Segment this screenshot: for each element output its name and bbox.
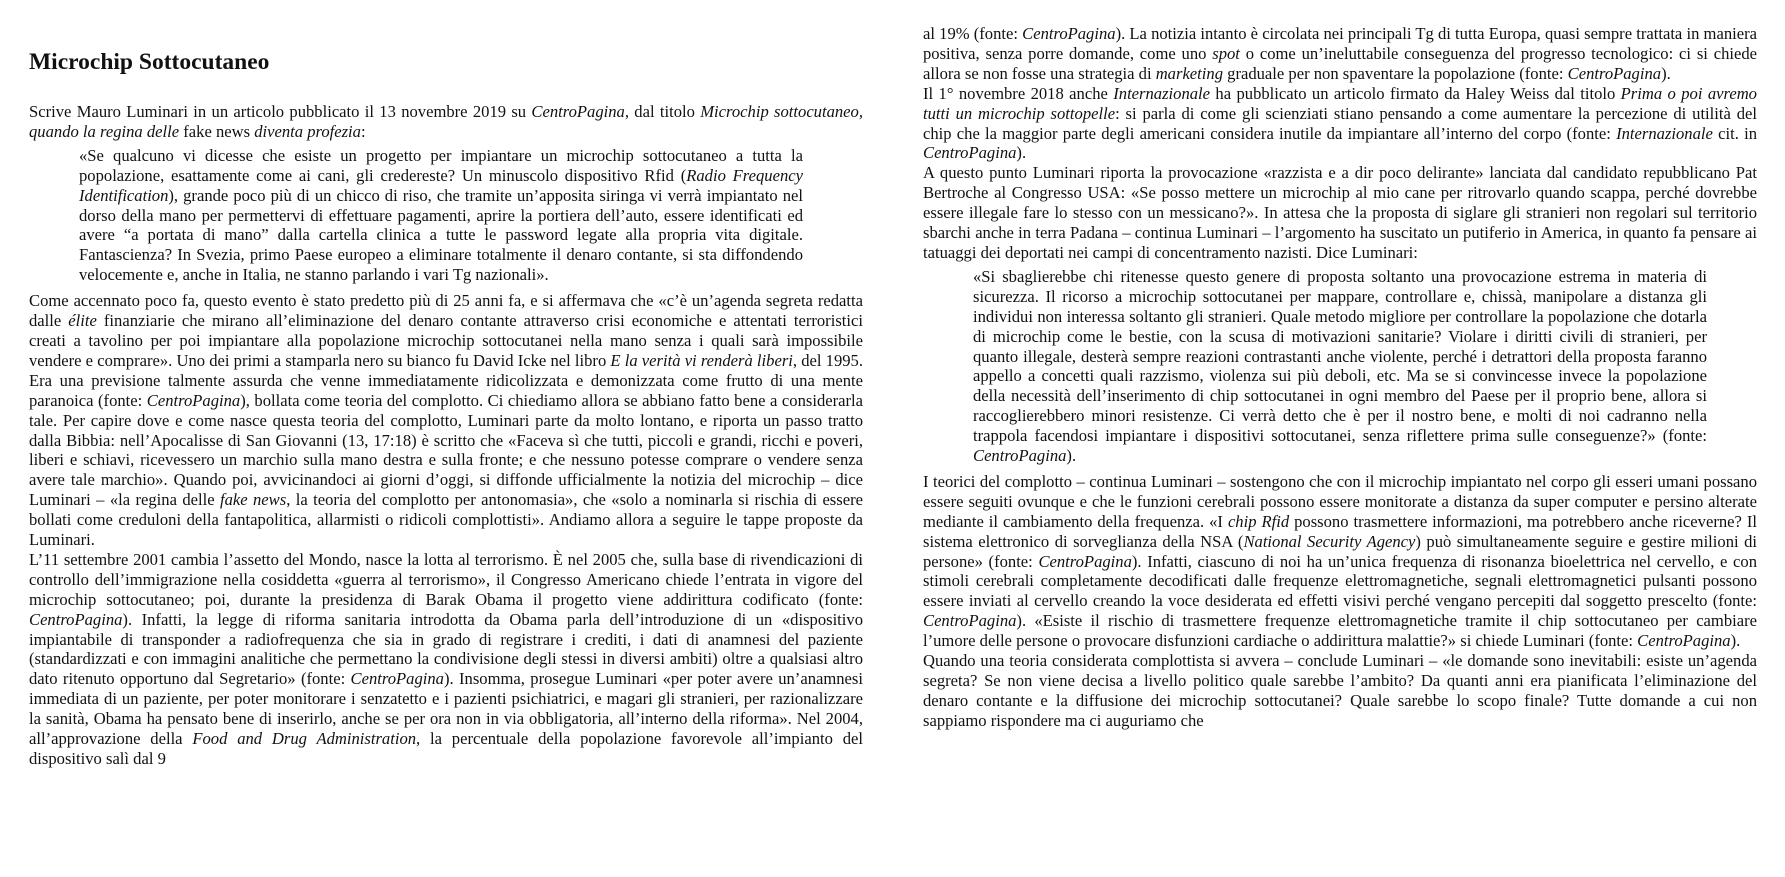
text-run: I teorici del complotto – continua Luminari – sostengono che con il microchip impiantato nel corpo gli esseri umani possano essere seguiti ovunque e che le funzioni cerebrali possono essere monitorate a distanza da super computer e persino alterate mediante il cambiamento della frequenza. «I: [923, 471, 1757, 531]
italic-text: diventa profezia: [254, 121, 361, 141]
text-run: al 19% (fonte:: [923, 24, 1023, 43]
paragraph: [923, 163, 1757, 263]
text-run: :: [360, 121, 366, 141]
italic-text: CentroPagina: [1567, 63, 1662, 83]
italic-text: spot: [1212, 43, 1240, 63]
text-run: ), bollata come teoria del complotto. Ci chiediamo allora se abbiano fatto bene a considerarla tale. Per capire dove e come nasce questa teoria del complotto, Luminari parte da molto lontano, e riporta un passo tratto dalla Bibbia: nell’Apocalisse di San Giovanni (13, 17:18) è scritto che «Faceva sì che tutti, piccoli e grandi, ricchi e poveri, liberi e schiavi, ricevessero un marchio sulla mano destra e sulla fronte; e che nessuno potesse comprare o vendere senza avere tale marchio». Quando poi, avvicinandoci ai giorni d’oggi, si diffonde ufficialmente la notizia del microchip – dice Luminari – «la regina delle: [29, 390, 864, 510]
italic-text: marketing: [1155, 63, 1223, 83]
text-run: ). Infatti, la legge di riforma sanitaria introdotta da Obama parla dell’introduzione di un «dispositivo impiantabile di transponder a radiofrequenza che sia in grado di registrare i crediti, i dati di anamnesi del paziente (standardizzati e con immagini analitiche che permettano la condivisione degli stessi in diversi ambiti) oltre a qualsiasi altro dato ritenuto opportuno dal Segretario» (fonte:: [29, 609, 863, 689]
paragraph: [923, 84, 1757, 164]
paragraph: [29, 291, 863, 550]
italic-text: élite: [68, 311, 97, 331]
text-run: Quando una teoria considerata complottista si avvera – conclude Luminari – «le domande sono inevitabili: esiste un’agenda segreta? Se non viene decisa a livello politico quale sarebbe l’ambito? Da quanti anni era pianificata l’eliminazione del denaro contante e la diffusione dei microchip sottocutanei? Quale sarebbe lo scopo finale? Tutte domande a cui non sappiamo rispondere ma ci auguriamo che: [923, 651, 1757, 730]
text-run: : si parla di come gli scienziati stiano pensando a come aumentare la percezione di utilità del chip che la maggior parte degli americani considera inutile da impiantare all’interno del corpo (fonte:: [923, 103, 1757, 143]
text-run: ).: [1661, 63, 1671, 83]
text-run: fake news: [183, 121, 255, 141]
italic-text: Prima o poi avremo tutti un microchip sottopelle: [923, 83, 1757, 123]
italic-text: CentroPagina: [531, 102, 625, 121]
block-quote: [29, 146, 863, 285]
text-run: , dal titolo: [624, 102, 701, 121]
italic-text: E la verità vi renderà liberi: [610, 350, 793, 370]
italic-text: CentroPagina: [29, 609, 123, 629]
text-run: Scrive Mauro Luminari in un articolo pubblicato il 13 novembre 2019 su: [29, 102, 532, 121]
text-run: cit. in: [1712, 123, 1757, 143]
italic-text: CentroPagina: [973, 446, 1067, 466]
italic-text: CentroPagina: [350, 669, 444, 689]
paragraph: [923, 651, 1757, 731]
text-run: ) può simultaneamente seguire e gestire milioni di persone» (fonte:: [923, 531, 1758, 571]
article-title: Microchip Sottocutaneo: [29, 49, 270, 75]
italic-text: CentroPagina: [923, 143, 1017, 163]
paragraph: [923, 24, 1757, 84]
text-run: ).: [1066, 446, 1077, 466]
italic-text: Microchip sottocutaneo, quando la regina delle: [29, 102, 863, 141]
text-run: , la percentuale della popolazione favorevole all’impianto del dispositivo salì dal 9: [29, 729, 863, 768]
paragraph: [923, 472, 1757, 651]
italic-text: National Security Agency: [1243, 531, 1416, 551]
text-run: ). «Esiste il rischio di trasmettere frequenze elettromagnetiche tramite il chip sottocutaneo per cambiare l’umore delle persone o provocare disfunzioni cardiache o addirittura malattie?» si chiede Luminari (fonte:: [923, 611, 1757, 651]
italic-text: fake news: [219, 490, 287, 510]
text-run: Come accennato poco fa, questo evento è stato predetto più di 25 anni fa, e si affermava che «c’è un’agenda segreta redatta dalle: [29, 291, 863, 331]
left-column: [29, 48, 863, 769]
block-quote: [923, 267, 1757, 466]
italic-text: Food and Drug Administration: [192, 729, 417, 749]
text-run: Il 1° novembre 2018 anche: [923, 83, 1114, 103]
italic-text: CentroPagina: [923, 611, 1017, 631]
text-run: , la teoria del complotto per antonomasia», che «solo a nominarla si rischia di essere bollati come creduloni della fantapolitica, allarmisti o ridicoli complottisti». Andiamo allora a seguire le tappe proposte da Luminari.: [29, 490, 863, 550]
italic-text: Internazionale: [1616, 123, 1713, 143]
text-run: o come un’ineluttabile conseguenza del progresso tecnologico: ci si chiede allora se non fosse una strategia di: [923, 43, 1757, 83]
text-run: ). La notizia intanto è circolata nei principali Tg di tutta Europa, quasi sempre trattata in maniera positiva, senza porre domande, come uno: [923, 24, 1757, 63]
text-run: ). Insomma, prosegue Luminari «per poter avere un’anamnesi immediata di un paziente, per poter monitorare i senzatetto e i pazienti psichiatrici, e magari gli stranieri, per razionalizzare la sanità, Obama ha pensato bene di inserirlo, anche se per ora non in via obbligatoria, all’interno della riforma». Nel 2004, all’approvazione della: [29, 669, 863, 749]
text-run: finanziarie che mirano all’eliminazione del denaro contante attraverso crisi economiche e attentati terroristici creati a tavolino per poi impiantare alla popolazione microchip sottocutanei nella mano senza i quali sarà impossibile vendere e comprare». Uno dei primi a stamparla nero su bianco fu David Icke nel libro: [29, 311, 863, 370]
italic-text: CentroPagina: [1637, 631, 1731, 651]
text-run: graduale per non spaventare la popolazione (fonte:: [1223, 63, 1568, 83]
text-run: possono trasmettere informazioni, ma potrebbero anche riceverne? Il sistema elettronico di sorveglianza della NSA (: [923, 511, 1757, 551]
right-column: [923, 24, 1757, 731]
text-run: ha pubblicato un articolo firmato da Haley Weiss dal titolo: [1210, 83, 1621, 103]
italic-text: Internazionale: [1113, 83, 1211, 103]
text-run: ). Infatti, ciascuno di noi ha un’unica frequenza di risonanza bioelettrica nel cervello, e con stimoli cerebrali completamente decodificati dalle frequenze elettromagnetiche, segnali elettromagnetici pulsanti possono essere inviati al cervello creando la voce desiderata ed effetti visivi perché vengano percepiti dal soggetto prescelto (fonte:: [923, 551, 1757, 611]
text-run: L’11 settembre 2001 cambia l’assetto del Mondo, nasce la lotta al terrorismo. È nel 2005 che, sulla base di rivendicazioni di controllo dell’immigrazione nella cosiddetta «guerra al terrorismo», il Congresso Americano chiede l’entrata in vigore del microchip sottocutaneo; poi, durante la presidenza di Barak Obama il progetto viene addirittura codificato (fonte:: [29, 549, 863, 609]
italic-text: Radio Frequency Identification: [79, 165, 803, 205]
italic-text: CentroPagina: [1038, 551, 1132, 571]
italic-text: CentroPagina: [146, 390, 241, 410]
paragraph: [29, 102, 863, 142]
italic-text: CentroPagina: [1022, 24, 1116, 43]
text-run: «Se qualcuno vi dicesse che esiste un progetto per impiantare un microchip sottocutaneo a tutta la popolazione, esattamente come ai cani, gli credereste? Un minuscolo dispositivo Rfid (: [79, 145, 803, 185]
text-run: , del 1995. Era una previsione talmente assurda che venne immediatamente ridicolizzata e demonizzata come frutto di una mente paranoica (fonte:: [29, 350, 863, 410]
text-run: ), grande poco più di un chicco di riso, che tramite un’apposita siringa vi verrà impiantato nel dorso della mano per permettervi di effettuare pagamenti, aprire la portiera dell’auto, essere identificati ed avere “a portata di mano” dalla cartella clinica a tutte le password legate alla propria vita digitale. Fantascienza? In Svezia, primo Paese europeo a eliminare totalmente il denaro contante, si sta diffondendo velocemente e, anche in Italia, ne stanno parlando i vari Tg nazionali».: [79, 185, 803, 285]
text-run: A questo punto Luminari riporta la provocazione «razzista e a dir poco delirante» lanciata dal candidato repubblicano Pat Bertroche al Congresso USA: «Se posso mettere un microchip al mio cane per ritrovarlo quando scappa, perché dovrebbe essere illegale fare lo stesso con un messicano?». In attesa che la proposta di siglare gli stranieri non regolari sul territorio sbarchi anche in terra Padana – continua Luminari – l’argomento ha suscitato un putiferio in America, in quanto fa pensare ai tatuaggi dei deportati nei campi di concentramento nazisti. Dice Luminari:: [923, 163, 1757, 262]
italic-text: chip Rfid: [1227, 511, 1290, 531]
text-run: ).: [1016, 143, 1027, 163]
paragraph: [29, 550, 863, 769]
text-run: ).: [1730, 631, 1741, 651]
text-run: «Si sbaglierebbe chi ritenesse questo genere di proposta soltanto una provocazione estrema in materia di sicurezza. Il ricorso a microchip sottocutanei per mappare, controllare e, chissà, manipolare a distanza gli individui non interessa soltanto gli stranieri. Quale metodo migliore per controllare la popolazione che dotarla di microchip come le bestie, con la scusa di motivazioni sanitarie? Violare i diritti civili di stranieri, per quanto illegale, desterà sempre reazioni contrastanti anche violente, perché i detrattori della proposta faranno appello a concetti quali razzismo, violenza sui più deboli, etc. Ma se si convincesse invece la popolazione della necessità dell’inserimento di chip sottocutanei in ogni membro del Paese per il proprio bene, allora si raccoglierebbero minori resistenze. Ci verrà detto che è per il nostro bene, e molti di noi cadranno nella trappola facendosi impiantare i dispositivi sottocutanei, senza riflettere prima sulle conseguenze?» (fonte:: [973, 266, 1707, 446]
